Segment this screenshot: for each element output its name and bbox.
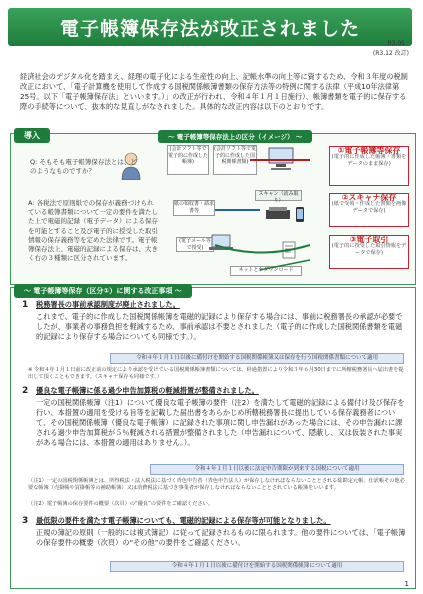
question-text: Q: そもそも電子帳簿保存法とは、どのようなものですか？ <box>30 158 137 175</box>
flow-box-paper: 紙の領収書・請求書等 <box>173 200 215 216</box>
intro-paragraph: 経済社会のデジタル化を踏まえ、経理の電子化による生産性の向上、記帳水準の向上等に資するため、令和３年度の税制改正において、「電子計算機を使用して作成する国税関係帳簿書類の保存方法等の特例に関する法律（平成10年法律第25号。以下「電子帳簿保存法」といいます。）」の改正が行われ、令和４年１月１日施行）、帳簿書類を電子的に保存する際の手続等について、抜本的な見直しがなされました。具体的な改正内容は以下のとおりです。 <box>20 72 408 111</box>
flow-box-download: ネットとかダウンロード <box>230 266 302 276</box>
flow-arrows <box>160 140 330 280</box>
item-body: 一定の国税関係帳簿（注1）について優良な電子帳簿の要件（注2）を満たして電磁的記録による備付け及び保存を行い、本措置の適用を受ける旨等を記載した届出書をあらかじめ所轄税務署長に提出している保存義務者について、その国税関係帳簿（優良な電子帳簿）に記録された事項に関し申告漏れがあった場合には、その申告漏れに課される過少申告加算税が５％軽減される措置が整備されました（申告漏れについて、隠蔽し、又は仮装された事実がある場合には、本措置の適用はありません。）。 <box>36 398 405 447</box>
footnote-1: （注1）一定の国税関係帳簿とは、所得税法・法人税法に基づく青色申告者（青色申告法人）が保存しなければならないこととされる総勘定元帳、仕訳帳その他必要な帳簿（売掛帳や買掛帳等の補助帳簿）又は消費税法に基づき事業者が保存しなければならないこととされている帳簿をいいます。 <box>28 478 405 491</box>
item-body: これまで、電子的に作成した国税関係帳簿を電磁的記録により保存する場合には、事前に税務署長の承認が必要でしたが、事業者の事務負担を軽減するため、事前承認は不要とされました（電子的に作成した国税関係書類を電磁的記録により保存する場合についても同様です。）。 <box>36 312 403 341</box>
category-title: ②スキャナ保存 <box>341 193 397 202</box>
flow-box-scan: スキャン（読み取り） <box>255 190 302 201</box>
category-desc: (電子的に作成した帳簿・書類をデータのまま保存) <box>331 154 407 167</box>
category-header: ～ 電子帳簿等保存法上の区分（イメージ） ～ <box>158 130 312 143</box>
item-number: 2 <box>22 386 29 396</box>
amendments-header: ～ 電子帳簿等保存（区分①）に関する改正事項 ～ <box>14 284 192 298</box>
application-note: 令和４年１月１日以後に法定申告期限が到来する国税について適用 <box>150 464 404 475</box>
page-number: 1 <box>404 580 409 588</box>
application-note: 令和４年１月１日以後に備付けを開始する国税関係帳簿又は保存を行う国税関係書類について適用 <box>110 353 404 364</box>
footnote-2: （注2）電子帳簿の保存要件の概要（次頁）の“優良”の要件をご確認ください。 <box>28 501 214 507</box>
issue-date: R3.05 <box>387 40 405 47</box>
category-electronic-books <box>329 146 409 186</box>
intro-tab: 導入 <box>14 128 50 143</box>
revision-date: (R3.12 改訂) <box>372 50 409 57</box>
flow-box-books: (会計ソフト等で電子的に作成した帳簿) <box>167 145 209 175</box>
category-desc: (紙で受領・作成した書類を画像データで保存) <box>331 201 407 214</box>
item-heading: 税務署長の事前承認制度が廃止されました。 <box>36 300 180 309</box>
application-note: 令和４年１月１日以後に備付けを開始する国税関係帳簿について適用 <box>110 561 404 572</box>
page-title: 電子帳簿保存法が改正されました <box>59 18 360 40</box>
flow-box-documents: (会計ソフト等で電子的に作成した国税関係書類) <box>213 145 257 175</box>
category-scanner <box>329 193 409 227</box>
item-heading: 優良な電子帳簿に係る過少申告加算税の軽減措置が整備されました。 <box>36 386 259 395</box>
category-electronic-transaction <box>329 235 409 269</box>
category-desc: (電子的に授受した取引情報をデータで保存) <box>331 243 407 256</box>
item-heading: 最低限の要件を満たす電子帳簿についても、電磁的記録による保存等が可能となりました。 <box>36 516 331 525</box>
item-number: 3 <box>22 516 29 526</box>
item-number: 1 <box>22 300 29 310</box>
category-title: ③電子取引 <box>349 235 389 244</box>
title-banner <box>8 8 412 46</box>
transition-note: ※ 令和４年１月１日前に改正前の規定により承認を受けている国税関係帳簿書類については、経過措置により令和３年６月30日までに所轄税務署長へ届出書を提出して頂くこともできます。（スキャナ保存も同様です。） <box>28 367 404 380</box>
answer-text: A: 各税法で原則紙での保存が義務づけられている帳簿書類について一定の要件を満たした上で電磁的記録（電子データ）による保存を可能とすること及び電子的に授受した取引情報の保存義務等を定めた法律です。電子帳簿保存法上、電磁的記録による保存は、大きく右の３種類に区分されています。 <box>28 199 158 263</box>
item-body: 正規の簿記の原則（一般的には複式簿記）に従って記録されるものに限られます。他の要件については、「電子帳簿の保存要件の概要（次頁）の“その他”の要件をご確認ください。 <box>36 528 406 547</box>
flow-box-email: (電子メール等で授受) <box>176 237 214 252</box>
category-title: ①電子帳簿等保存 <box>337 146 401 155</box>
